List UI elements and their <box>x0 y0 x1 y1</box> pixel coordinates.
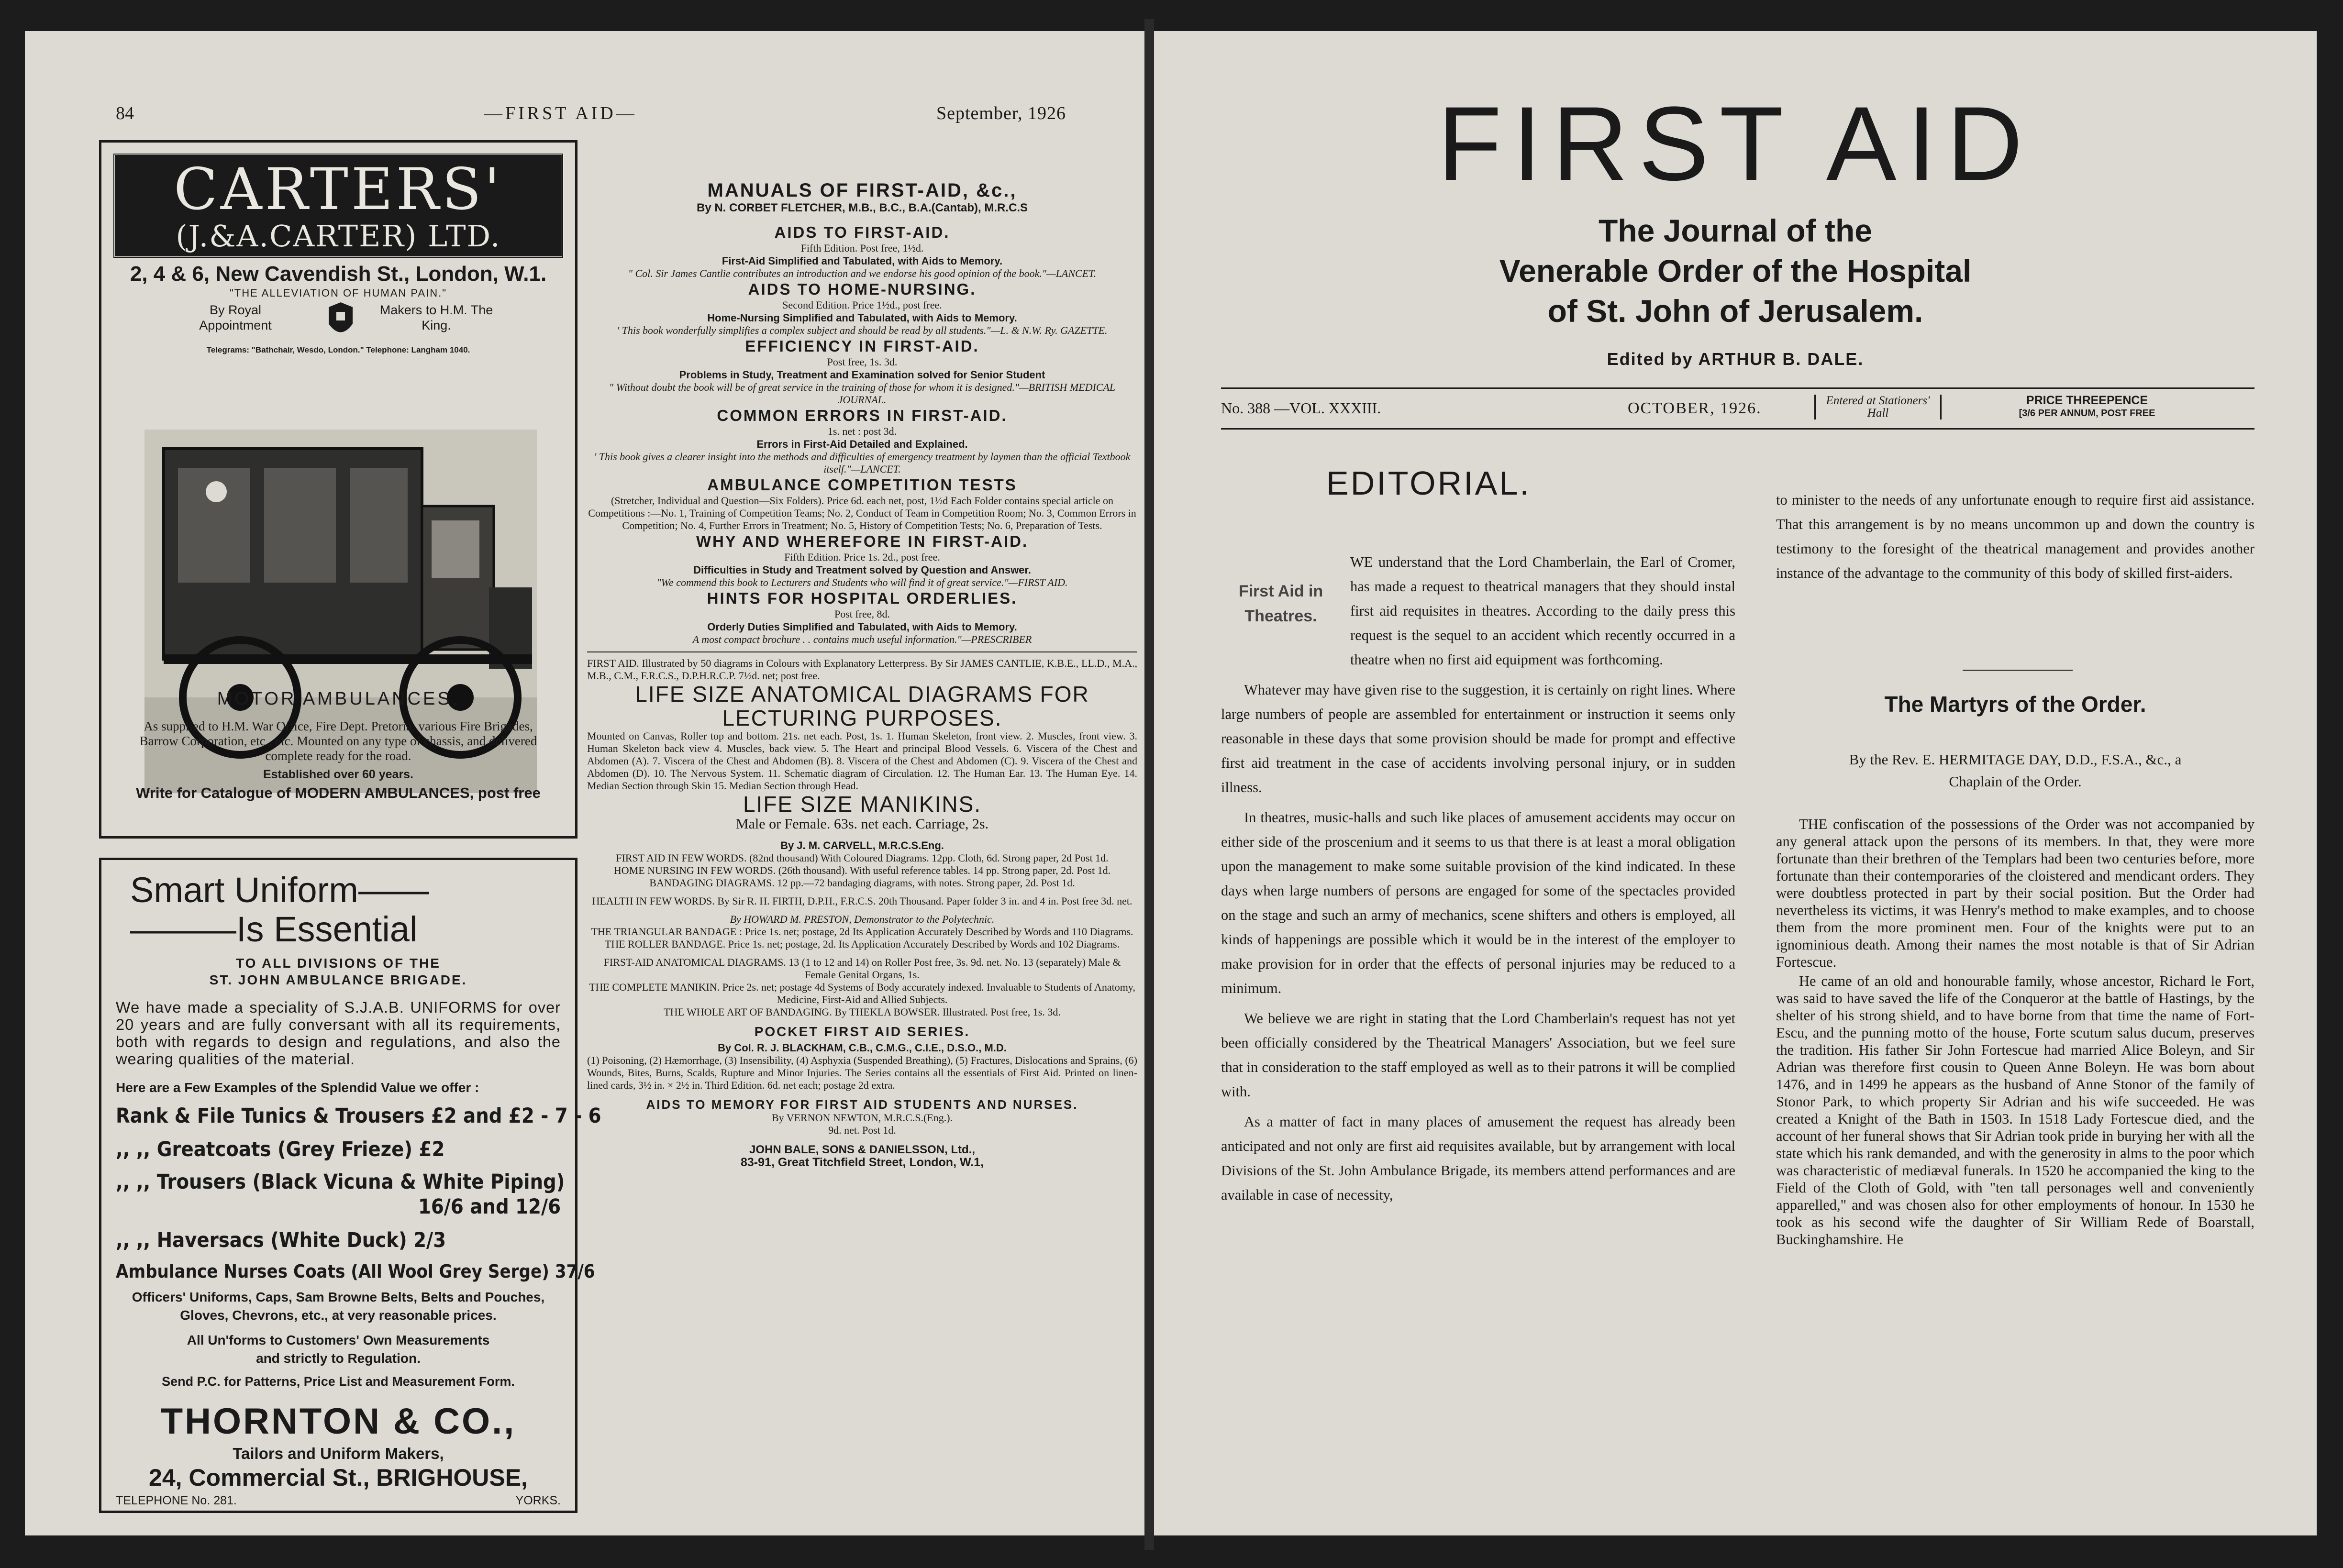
martyrs-title: The Martyrs of the Order. <box>1884 692 2146 717</box>
errors-title: COMMON ERRORS IN FIRST-AID. <box>717 407 1008 424</box>
preston-author: By HOWARD M. PRESTON, Demonstrator to the Polytechnic. <box>730 913 995 925</box>
editorial-continued <box>1776 488 2254 591</box>
home-title: AIDS TO HOME-NURSING. <box>748 280 977 298</box>
whole-art-bandaging: THE WHOLE ART OF BANDAGING. By THEKLA BOWSER. Illustrated. Post free, 1s. 3d. <box>664 1006 1061 1018</box>
martyrs-author: By the Rev. E. HERMITAGE DAY, D.D., F.S.A., &c., a Chaplain of the Order. <box>1849 751 2182 790</box>
complete-manikin: THE COMPLETE MANIKIN. Price 2s. net; postage 4d Systems of Body accurately indexed. Invaluable to Students of Anatomy, Medicine, First-Aid and Allied Subjects. <box>589 981 1135 1005</box>
edited-by: Edited by ARTHUR B. DALE. <box>1607 349 1864 369</box>
martyrs-body <box>1776 816 2254 1250</box>
efficiency-price: Post free, 1s. 3d. <box>827 356 898 368</box>
why-edition: Fifth Edition. Price 1s. 2d., post free. <box>784 551 940 563</box>
aids-memory-title: AIDS TO MEMORY FOR FIRST AID STUDENTS AND NURSES. <box>646 1097 1078 1112</box>
health-in-few-words: HEALTH IN FEW WORDS. By Sir R. H. FIRTH, D.P.H., F.R.C.S. 20th Thousand. Paper folder 3 in. and 4 in. Post free 3d. net. <box>592 895 1133 907</box>
home-desc: Home-Nursing Simplified and Tabulated, with Aids to Memory. <box>707 312 1017 324</box>
left-page <box>25 31 1144 1535</box>
aids-edition: Fifth Edition. Post free, 1½d. <box>800 242 924 254</box>
editorial-body <box>1221 550 1735 1213</box>
manuals-author: By N. CORBET FLETCHER, M.B., B.C., B.A.(Cantab), M.R.C.S <box>696 201 1028 214</box>
manikins-text: Male or Female. 63s. net each. Carriage, 2s. <box>735 816 989 832</box>
issue-number: No. 388 —VOL. XXXIII. <box>1221 399 1381 417</box>
competition-text: (Stretcher, Individual and Question—Six Folders). Price 6d. each net, post, 1½d Each Folder contains special article on Competitions :—No. 1, Training of Competition Teams; No. 2, Conduct of Team in Competition Room; No. 3, Common Errors in Competition; No. 4, Further Errors in Treatment; No. 5, History of Competition Tests; No. 6, Preparation of Tests. <box>588 495 1136 531</box>
book-spine <box>1144 19 1154 1550</box>
subtitle-line-3: of St. John of Jerusalem. <box>1547 293 1923 329</box>
carvell-first-aid: FIRST AID IN FEW WORDS. (82nd thousand) With Coloured Diagrams. 12pp. Cloth, 6d. Strong paper, 2d Post 1d. <box>616 852 1109 864</box>
all-uniforms-text: All Un'forms to Customers' Own Measurements and strictly to Regulation. <box>187 1333 490 1366</box>
competition-title: AMBULANCE COMPETITION TESTS <box>707 476 1017 494</box>
carters-logo <box>113 153 564 258</box>
carters-telegrams: Telegrams: "Bathchair, Wesdo, London." Telephone: Langham 1040. <box>206 345 470 354</box>
hints-desc: Orderly Duties Simplified and Tabulated, with Aids to Memory. <box>707 621 1017 633</box>
life-size-title: LIFE SIZE ANATOMICAL DIAGRAMS FOR LECTURING PURPOSES. <box>635 682 1089 730</box>
carvell-home-nursing: HOME NURSING IN FEW WORDS. (26th thousand). With useful reference tables. 14 pp. Strong paper, 2d. Post 1d. <box>613 864 1111 876</box>
anatomical-diagrams: FIRST-AID ANATOMICAL DIAGRAMS. 13 (1 to 12 and 14) on Roller Post free, 3s. 9d. net. No. 13 (separately) Male & Female Genital Organs, 1s. <box>603 956 1121 981</box>
royal-warrant <box>101 302 575 345</box>
errors-price: 1s. net : post 3d. <box>827 425 897 437</box>
pocket-series-author: By Col. R. J. BLACKHAM, C.B., C.M.G., C.I.E., D.S.O., M.D. <box>718 1042 1007 1054</box>
editorial-paragraph-3: We believe we are right in stating that the Lord Chamberlain's request has not yet been officially considered by the Theatrical Managers' Association, but we feel sure that in consideration to the staff employed as well as to their patrons it will be complied with. <box>1221 1010 1735 1100</box>
subtitle-line-2: Venerable Order of the Hospital <box>1499 253 1972 288</box>
pocket-series-title: POCKET FIRST AID SERIES. <box>754 1024 970 1039</box>
first-aid-diagrams: FIRST AID. Illustrated by 50 diagrams in Colours with Explanatory Letterpress. By Sir JAMES CANTLIE, K.B.E., LL.D., M.A., M.B., C.M., F.R.C.S., D.P.H.R.C.P. 7½d. net; post free. <box>587 657 1137 682</box>
martyrs-paragraph-1: THE confiscation of the possessions of the Order was not accompanied by any general attack upon the persons of its members. In that, they were more fortunate than their brethren of the Templars had been two centuries before, more fortunate than their contemporaries of the cloistered and mendicant orders. They were doubtless protected in part by their social position. But the Order had nevertheless its victims, it was Henry's method to make examples, and to choose them from the more prominent men. Four of the knights were put to an ignominious death. Among their names the most notable is that of Sir Adrian Fortescue. <box>1776 816 2254 970</box>
aids-memory-author: By VERNON NEWTON, M.R.C.S.(Eng.). <box>771 1112 953 1124</box>
uniform-title-2: ———Is Essential <box>130 909 418 949</box>
royal-appointment-text: By Royal Appointment <box>199 303 272 332</box>
price-line-5: ,, ,, Haversacs (White Duck) 2/3 <box>116 1228 446 1252</box>
efficiency-title: EFFICIENCY IN FIRST-AID. <box>745 337 979 355</box>
hints-quote: A most compact brochure . . contains much useful information."—PRESCRIBER <box>692 633 1032 645</box>
publisher-name: JOHN BALE, SONS & DANIELSSON, Ltd., <box>749 1143 976 1156</box>
aids-title: AIDS TO FIRST-AID. <box>774 223 950 241</box>
header-rule-bottom <box>1221 428 2254 430</box>
makers-to-king-text: Makers to H.M. The King. <box>379 303 493 332</box>
why-title: WHY AND WHEREFORE IN FIRST-AID. <box>696 532 1029 550</box>
price-line-1: Rank & File Tunics & Trousers £2 and £2 - 7 - 6 <box>116 1104 601 1128</box>
to-all-divisions: TO ALL DIVISIONS OF THE <box>236 956 441 971</box>
manuals-title: MANUALS OF FIRST-AID, &c., <box>707 180 1017 201</box>
home-edition: Second Edition. Price 1½d., post free. <box>782 299 942 311</box>
thornton-telephone: TELEPHONE No. 281. <box>116 1494 237 1507</box>
first-aid-in-theatres-sidehead: First Aid in Theatres. <box>1238 582 1323 625</box>
right-page <box>1154 31 2317 1535</box>
aids-desc: First-Aid Simplified and Tabulated, with Aids to Memory. <box>722 255 1003 267</box>
price-per-annum: [3/6 PER ANNUM, POST FREE <box>2019 408 2155 419</box>
errors-quote: ' This book gives a clearer insight into the methods and difficulties of emergency treatment by laymen than the official Textbook itself."—LANCET. <box>594 451 1131 475</box>
uniform-advertisement <box>99 858 601 1513</box>
thornton-street: 24, Commercial St., BRIGHOUSE, <box>149 1464 528 1491</box>
aids-memory-price: 9d. net. Post 1d. <box>828 1124 896 1136</box>
carters-slogan: "THE ALLEVIATION OF HUMAN PAIN." <box>229 287 447 299</box>
send-patterns: Send P.C. for Patterns, Price List and Measurement Form. <box>162 1374 515 1389</box>
aids-quote: " Col. Sir James Cantlie contributes an introduction and we endorse his good opinion of the book."—LANCET. <box>628 267 1097 279</box>
price-line-2: ,, ,, Greatcoats (Grey Frieze) £2 <box>116 1137 445 1161</box>
editorial-continued-text: to minister to the needs of any unfortunate enough to require first aid assistance. That this arrangement is by no means uncommon up and down the country is testimony to the foresight of the theatrical management and provides another instance of the advantage to the community of this body of skilled first-aiders. <box>1776 492 2254 581</box>
issue-date: September, 1926 <box>936 103 1066 123</box>
logo-line-1: CARTERS' <box>174 156 503 223</box>
ambulance-description: As supplied to H.M. War Office, Fire Dept. Pretoria, various Fire Brigades, Barrow Corporation, etc., etc. Mounted on any type of chassis, and delivered complete ready for the road. <box>139 719 537 763</box>
thornton-county: YORKS. <box>515 1494 561 1507</box>
editorial-title: EDITORIAL. <box>1326 464 1531 502</box>
uniform-title-1: Smart Uniform—— <box>130 870 429 910</box>
life-size-text: Mounted on Canvas, Roller top and bottom. 21s. net each. Post, 1s. 1. Human Skeleton, front view. 2. Muscles, front view. 3. Human Skeleton back view 4. Muscles, back view. 5. The Heart and principal Blood Vessels. 6. Viscera of the Chest and Abdomen (A). 7. Viscera of the Chest and Abdomen (B). 8. Viscera of the Chest and Abdomen (C). 9. Viscera of the Chest and Abdomen (D). 10. The Nervous System. 11. Schematic diagram of Circulation. 12. The Human Ear. 13. The Human Eye. 14. Median Section through Skin 15. Median Section through Head. <box>587 730 1137 792</box>
martyrs-paragraph-2: He came of an old and honourable family, whose ancestor, Richard le Fort, was said to have saved the life of the Conqueror at the battle of Hastings, by the shelter of his strong shield, and to have borne from that time the name of Fort-Escu, and the punning motto of the house, Forte scutum salus ducum, preserves the tradition. His father Sir John Fortescue had married Alice Boleyn, and Sir Adrian was therefore first cousin to Queen Anne Boleyn. He was born about 1476, and in 1499 he appears as the husband of Anne Stonor of the family of Stonor Park, to which property Sir Adrian and his wife succeeded. He was created a Knight of the Bath in 1503. In 1518 Lady Fortescue died, and the account of her funeral shows that Sir Adrian took pride in burying her with all the state which his rank demanded, and with the generosity in alms to the poor which was characteristic of mediæval funerals. In 1520 he accompanied the king to the Field of the Cloth of Gold, with "ten tall personages well and conveniently apparelled," and was chosen also for other employments of honour. In 1530 he took as his second wife the daughter of Sir William Rede of Boarstall, Buckinghamshire. He <box>1776 973 2254 1248</box>
hints-title: HINTS FOR HOSPITAL ORDERLIES. <box>707 589 1018 607</box>
carters-address: 2, 4 & 6, New Cavendish St., London, W.1. <box>130 262 547 286</box>
header-rule-top <box>1221 387 2254 389</box>
motor-ambulances-caption: MOTOR AMBULANCES, <box>217 689 460 709</box>
issue-month: OCTOBER, 1926. <box>1628 399 1762 417</box>
section-divider <box>1963 670 2073 671</box>
triangular-bandage: THE TRIANGULAR BANDAGE : Price 1s. net; postage, 2d Its Application Accurately Described by Words and 110 Diagrams. <box>591 926 1133 938</box>
manuals-column <box>587 179 1137 1169</box>
home-quote: ' This book wonderfully simplifies a complex subject and should be read by all students."—L. & N.W. Ry. GAZETTE. <box>617 324 1108 336</box>
editorial-opening: WE understand that the Lord Chamberlain, the Earl of Cromer, has made a request to theatrical managers that they should instal first aid requisites in theatres. According to the daily press this request is the sequel to an accident which recently occurred in a theatre when no first aid equipment was forthcoming. <box>1350 554 1735 668</box>
catalogue-text: Write for Catalogue of MODERN AMBULANCES, post free <box>136 784 541 801</box>
thornton-firm: THORNTON & CO., <box>160 1401 516 1442</box>
officers-uniforms: Officers' Uniforms, Caps, Sam Browne Belts, Belts and Pouches, Gloves, Chevrons, etc., at very reasonable prices. <box>132 1290 545 1323</box>
price-line-6: Ambulance Nurses Coats (All Wool Grey Serge) 37/6 <box>116 1261 595 1282</box>
hints-price: Post free, 8d. <box>834 608 890 620</box>
why-desc: Difficulties in Study and Treatment solved by Question and Answer. <box>693 564 1031 576</box>
efficiency-desc: Problems in Study, Treatment and Examination solved for Senior Student <box>679 369 1045 381</box>
carvell-bandaging: BANDAGING DIAGRAMS. 12 pp.—72 bandaging diagrams, with notes. Strong paper, 2d. Post 1d. <box>649 877 1075 889</box>
logo-line-2: (J.&A.CARTER) LTD. <box>176 219 501 254</box>
editorial-paragraph-4: As a matter of fact in many places of amusement the request has already been anticipated and not only are first aid requisites available, but by arrangement with local Divisions of the St. John Ambulance Brigade, its members attend performances and are available in case of necessity, <box>1221 1114 1735 1203</box>
why-quote: "We commend this book to Lecturers and Students who will find it of great service."—FIRST AID. <box>656 576 1068 588</box>
pocket-series-text: (1) Poisoning, (2) Hæmorrhage, (3) Insensibility, (4) Asphyxia (Suspended Breathing), (5) Fractures, Dislocations and Sprains, (6) Wounds, Bites, Burns, Scalds, Rupture and Minor Injuries. The Series contains all the essentials of First Aid. Printed on linen-lined cards, 3½ in. × 2½ in. Third Edition. 6d. net each; postage 2d extra. <box>587 1054 1137 1091</box>
uniform-intro: We have made a speciality of S.J.A.B. UNIFORMS for over 20 years and are fully conversant with all its requirements, both with regards to design and regulations, and also the wearing qualities of the material. <box>116 999 561 1068</box>
errors-desc: Errors in First-Aid Detailed and Explained. <box>756 438 968 450</box>
running-title: —FIRST AID— <box>484 103 637 123</box>
page-number: 84 <box>116 103 134 123</box>
price-line-3: ,, ,, Trousers (Black Vicuna & White Piping) <box>116 1170 565 1194</box>
price-threepence: PRICE THREEPENCE <box>2026 394 2148 407</box>
roller-bandage: THE ROLLER BANDAGE. Price 1s. net; postage, 2d. Its Application Accurately Described by Words and 102 Diagrams. <box>604 938 1120 950</box>
carvell-author: By J. M. CARVELL, M.R.C.S.Eng. <box>780 839 944 851</box>
price-line-4: 16/6 and 12/6 <box>418 1195 561 1219</box>
brigade-name: ST. JOHN AMBULANCE BRIGADE. <box>209 972 467 987</box>
royal-crest-icon <box>324 302 357 341</box>
manikins-title: LIFE SIZE MANIKINS. <box>743 792 982 816</box>
subtitle-line-1: The Journal of the <box>1598 213 1873 248</box>
efficiency-quote: " Without doubt the book will be of great service in the training of those for whom it is designed."—BRITISH MEDICAL JOURNAL. <box>609 381 1116 406</box>
examples-heading: Here are a Few Examples of the Splendid Value we offer : <box>116 1080 479 1095</box>
masthead: FIRST AID <box>1437 85 2033 202</box>
editorial-paragraph-2: In theatres, music-halls and such like places of amusement accidents may occur on either side of the proscenium and it seems to us that there is at least a moral obligation upon the management to make some suitable provision of the kind indicated. In these days when large numbers of persons are engaged for some of the spectacles provided on the stage and such an army of mechanics, scene shifters and others is employed, all kinds of happenings are possible which it would be in the interest of the employer to make provision for in order that the effects of personal injuries may be reduced to a minimum. <box>1221 809 1735 996</box>
established-text: Established over 60 years. <box>263 768 414 781</box>
publisher-address: 83-91, Great Titchfield Street, London, W.1, <box>741 1156 984 1169</box>
editorial-paragraph-1: Whatever may have given rise to the suggestion, it is certainly on right lines. Where large numbers of people are assembled for entertainment or instruction it seems only reasonable in these days that some provision should be made for prompt and effective first aid treatment in the case of accidents involving personal injury, or in sudden illness. <box>1221 682 1735 795</box>
entered-stationers: Entered at Stationers' Hall <box>1814 395 1942 420</box>
tailors-makers: Tailors and Uniform Makers, <box>233 1445 444 1462</box>
